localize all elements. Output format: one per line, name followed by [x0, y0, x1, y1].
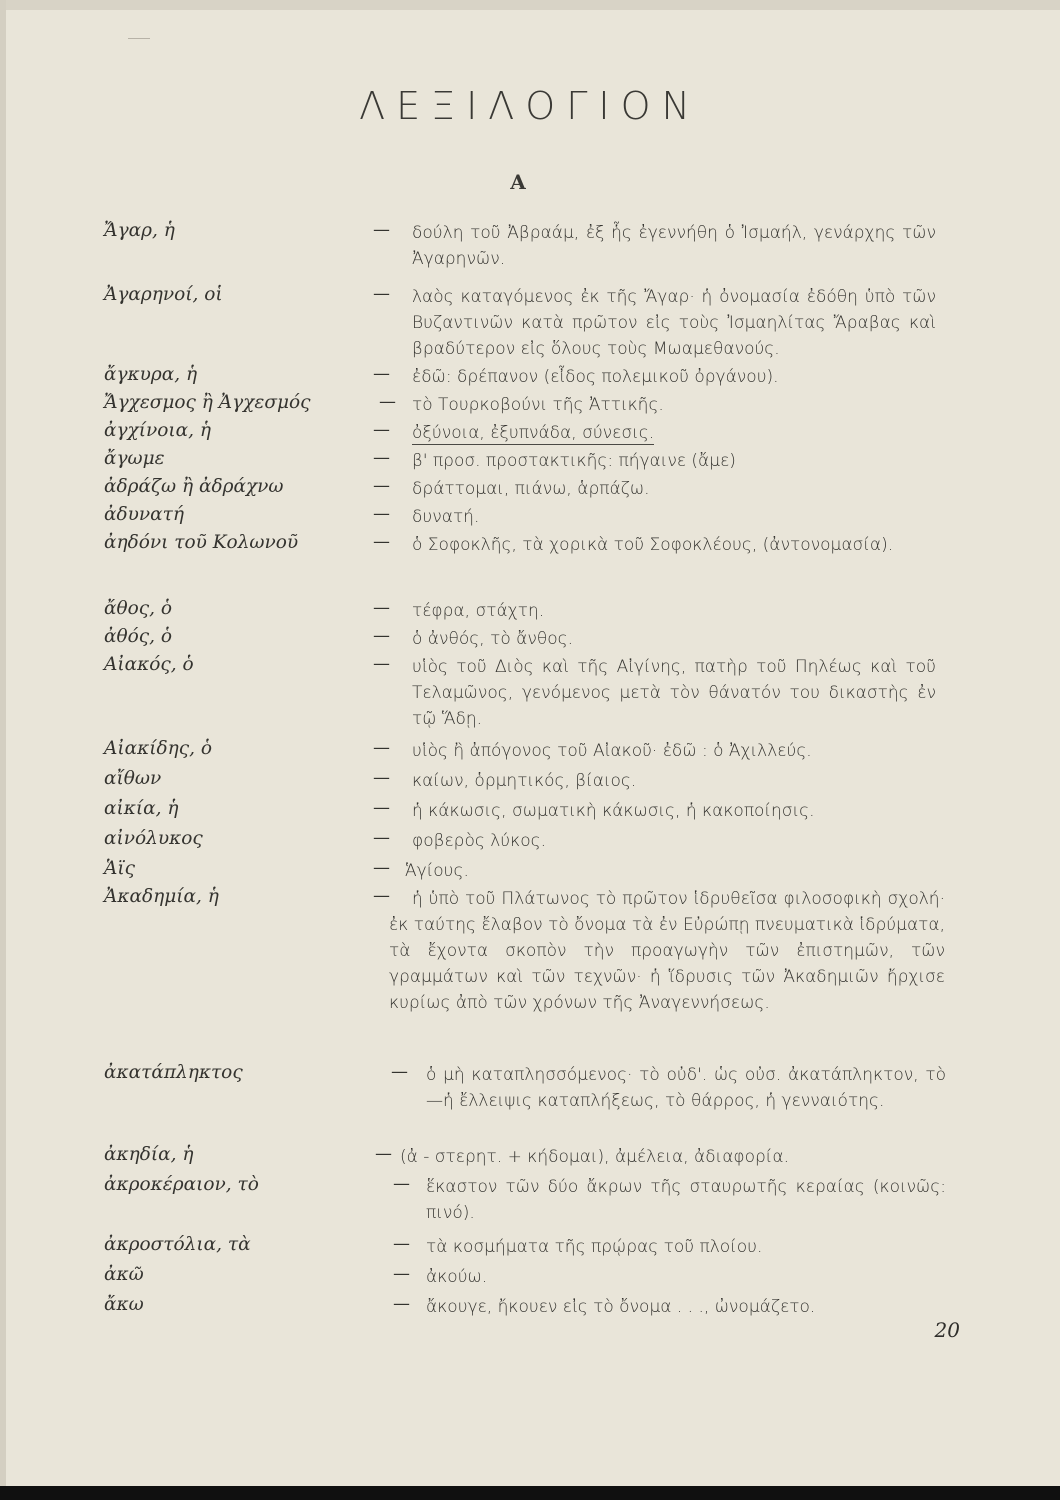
- entry-dash: —: [373, 626, 390, 646]
- entry-definition: δυνατή.: [412, 507, 480, 527]
- entry-definition: ἡ κάκωσις, σωματικὴ κάκωσις, ἡ κακοποίησις.: [412, 801, 815, 821]
- entry-definition: υἱὸς ἢ ἀπόγονος τοῦ Αἰακοῦ· ἐδῶ : ὁ Ἀχιλλεύς.: [412, 741, 812, 761]
- entry-definition: καίων, ὁρμητικός, βίαιος.: [412, 771, 637, 791]
- entry-definition: φοβερὸς λύκος.: [412, 831, 546, 851]
- entry-definition: ἐδῶ: δρέπανον (εἶδος πολεμικοῦ ὀργάνου).: [412, 367, 779, 387]
- scan-top-edge: [0, 0, 1060, 10]
- entry-dash: —: [373, 858, 390, 878]
- entry-term: ἀκῶ: [104, 1264, 144, 1285]
- entry-term: αἰνόλυκος: [104, 828, 203, 849]
- page-number: 20: [934, 1318, 960, 1342]
- entry-dash: —: [393, 1294, 410, 1314]
- entry-dash: —: [373, 220, 390, 240]
- entry-term: Αἰακίδης, ὁ: [104, 738, 212, 759]
- entry-dash: —: [393, 1234, 410, 1254]
- entry-dash: —: [373, 284, 390, 304]
- scan-left-edge: [0, 0, 6, 1500]
- entry-term: αἴθων: [104, 768, 162, 789]
- entry-definition: (ἀ - στερητ. + κήδομαι), ἀμέλεια, ἀδιαφορία.: [400, 1147, 789, 1167]
- entry-definition: ὁ Σοφοκλῆς, τὰ χορικὰ τοῦ Σοφοκλέους, (ἀντονομασία).: [412, 535, 894, 555]
- entry-definition: ὁ ἀνθός, τὸ ἄνθος.: [412, 629, 574, 649]
- entry-term: Ἄγχεσμος ἢ Ἀγχεσμός: [104, 392, 311, 413]
- entry-definition: τὸ Τουρκοβούνι τῆς Ἀττικῆς.: [412, 395, 664, 415]
- entry-definition: δράττομαι, πιάνω, ἁρπάζω.: [412, 479, 650, 499]
- entry-dash: —: [373, 768, 390, 788]
- entry-term: ἄγωμε: [104, 448, 165, 469]
- entry-dash: —: [391, 1062, 408, 1082]
- entry-term: ἀκατάπληκτος: [104, 1062, 243, 1083]
- entry-definition: ὁ μὴ καταπλησσόμενος· τὸ οὐδ'. ὡς οὐσ. ἀκατάπληκτον, τὸ—ἡ ἔλλειψις καταπλήξεως, τὸ θάρρος, ἡ γενναιότης.: [426, 1065, 946, 1111]
- entry-dash: —: [373, 476, 390, 496]
- entry-definition: δούλη τοῦ Ἀβραάμ, ἐξ ἧς ἐγεννήθη ὁ Ἰσμαήλ, γενάρχης τῶν Ἀγαρηνῶν.: [412, 223, 936, 269]
- section-letter: Α: [510, 170, 526, 194]
- entry-term: Ἁϊς: [104, 858, 135, 879]
- entry-dash: —: [373, 364, 390, 384]
- entry-definition: β' προσ. προστακτικῆς: πήγαινε (ἄμε): [412, 451, 736, 471]
- entry-term: ἀηδόνι τοῦ Κολωνοῦ: [104, 532, 299, 553]
- entry-dash: —: [373, 798, 390, 818]
- entry-dash: —: [373, 504, 390, 524]
- entry-dash: —: [373, 738, 390, 758]
- entry-term: Ἀκαδημία, ἡ: [104, 886, 219, 907]
- scan-bottom-edge: [0, 1486, 1060, 1500]
- entry-definition: ἀκούω.: [426, 1267, 488, 1287]
- entry-dash: —: [375, 1144, 392, 1164]
- entry-definition: τὰ κοσμήματα τῆς πρῴρας τοῦ πλοίου.: [426, 1237, 763, 1257]
- entry-term: ἄθος, ὁ: [104, 598, 173, 619]
- entry-dash: —: [373, 828, 390, 848]
- entry-dash: —: [373, 654, 390, 674]
- entry-definition: Ἁγίους.: [405, 861, 469, 881]
- entry-dash: —: [393, 1264, 410, 1284]
- entry-dash: —: [393, 1174, 410, 1194]
- entry-definition: υἱὸς τοῦ Διὸς καὶ τῆς Αἰγίνης, πατὴρ τοῦ Πηλέως καὶ τοῦ Τελαμῶνος, γενόμενος μετὰ τὸν θάνατόν του δικαστὴς ἐν τῷ Ἅδῃ.: [412, 657, 936, 729]
- entry-definition: ἄκουγε, ἤκουεν εἰς τὸ ὄνομα . . ., ὠνομάζετο.: [426, 1297, 816, 1317]
- entry-term: ἀκροστόλια, τὰ: [104, 1234, 251, 1255]
- entry-definition: ἡ ὑπὸ τοῦ Πλάτωνος τὸ πρῶτον ἱδρυθεῖσα φιλοσοφικὴ σχολή· ἐκ ταύτης ἔλαβον τὸ ὄνομα τὰ ἐν Εὐρώπῃ πνευματικὰ ἱδρύματα, τὰ ἔχοντα σκοπὸν τὴν προαγωγὴν τῶν ἐπιστημῶν, τῶν γραμμάτων καὶ τῶν τεχνῶν· ἡ ἵδρυσις τῶν Ἀκαδημιῶν ἤρχισε κυρίως ἀπὸ τῶν χρόνων τῆς Ἀναγεννήσεως.: [389, 889, 945, 1013]
- entry-term: ἀκηδία, ἡ: [104, 1144, 194, 1165]
- entry-term: ἀδυνατή: [104, 504, 184, 525]
- underlined-definition: ὀξύνοια, ἐξυπνάδα, σύνεσις.: [412, 423, 655, 443]
- entry-dash: —: [373, 420, 390, 440]
- entry-dash: —: [373, 598, 390, 618]
- entry-term: Αἰακός, ὁ: [104, 654, 194, 675]
- entry-term: ἀδράζω ἢ ἀδράχνω: [104, 476, 284, 497]
- entry-term: ἀγχίνοια, ἡ: [104, 420, 211, 441]
- print-mark: [128, 38, 150, 39]
- entry-dash: —: [379, 392, 396, 412]
- page-title: ΛΕΞΙΛΟΓΙΟΝ: [359, 84, 701, 128]
- entry-term: Ἀγαρηνοί, οἱ: [104, 284, 223, 305]
- entry-term: αἰκία, ἡ: [104, 798, 179, 819]
- entry-definition: [412, 420, 936, 446]
- entry-dash: —: [373, 448, 390, 468]
- entry-term: ἀθός, ὁ: [104, 626, 173, 647]
- entry-definition: λαὸς καταγόμενος ἐκ τῆς Ἄγαρ· ἡ ὀνομασία ἐδόθη ὑπὸ τῶν Βυζαντινῶν κατὰ πρῶτον εἰς τοὺς Ἰσμαηλίτας Ἄραβας καὶ βραδύτερον εἰς ὅλους τοὺς Μωαμεθανούς.: [412, 287, 936, 359]
- entry-dash: —: [373, 532, 390, 552]
- entry-term: Ἄγαρ, ἡ: [104, 220, 175, 241]
- entry-term: ἄγκυρα, ἡ: [104, 364, 198, 385]
- entry-dash: —: [373, 886, 390, 906]
- entry-term: ἀκροκέραιον, τὸ: [104, 1174, 259, 1195]
- entry-term: ἄκω: [104, 1294, 144, 1315]
- entry-definition: τέφρα, στάχτη.: [412, 601, 545, 621]
- entry-definition: ἕκαστον τῶν δύο ἄκρων τῆς σταυρωτῆς κεραίας (κοινῶς: πινό).: [426, 1177, 946, 1223]
